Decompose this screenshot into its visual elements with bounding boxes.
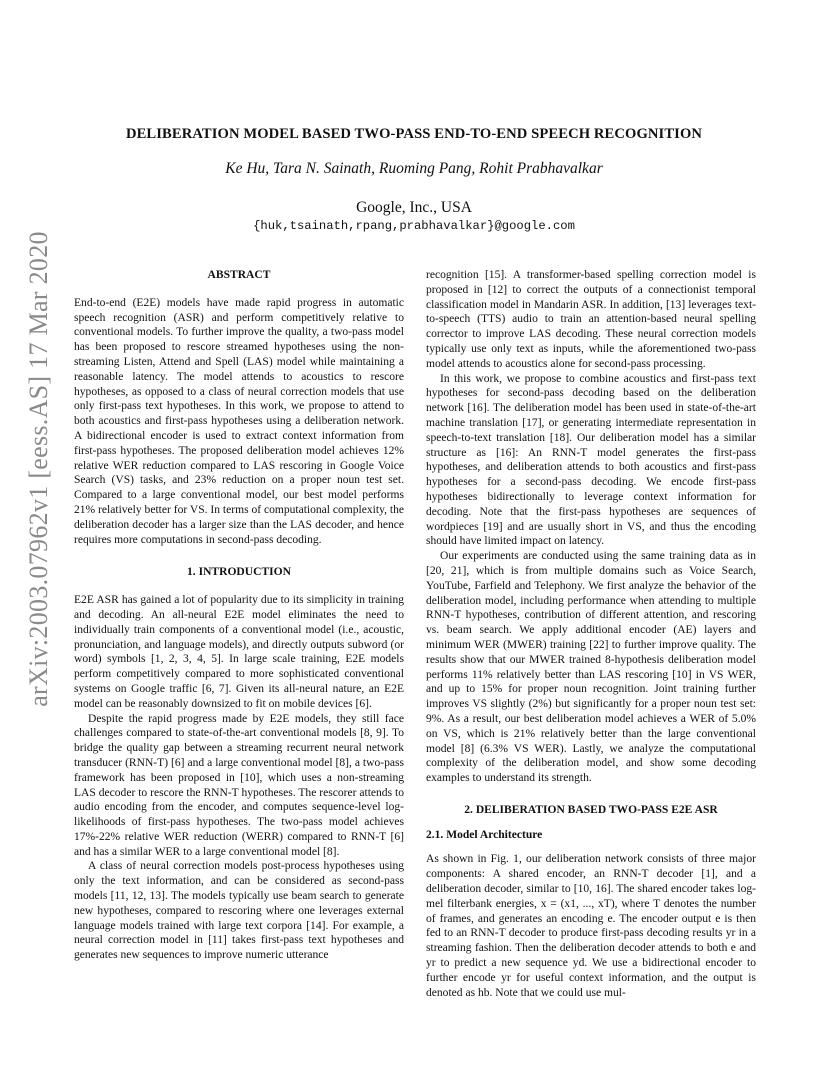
paper-authors: Ke Hu, Tara N. Sainath, Ruoming Pang, Rohit Prabhavalkar (225, 160, 603, 177)
paper-title: DELIBERATION MODEL BASED TWO-PASS END-TO-END SPEECH RECOGNITION (125, 126, 703, 142)
intro-paragraph-1: E2E ASR has gained a lot of popularity due to its simplicity in training and decoding. An all-neural E2E model eliminates the need to individually train components of a conventional model (i.e., acoustic, pronunciation, and language models), and directly outputs subword (or word) symbols [1, 2, 3, 4, 5]. In large scale training, E2E models perform competitively compared to more sophisticated conventional systems on Google traffic [6, 7]. Given its all-neural nature, an E2E model can be reasonably downsized to fit on mobile devices [6]. (74, 594, 404, 710)
intro-paragraph-4: recognition [15]. A transformer-based spelling correction model is proposed in [12] to correct the outputs of a connectionist temporal classification model in Mandarin ASR. In addition, [13] leverages text-to-speech (TTS) audio to train an attention-based neural spelling corrector to improve LAS decoding. These neural correction models typically use only text as inputs, while the aforementioned two-pass model attends to acoustics alone for second-pass processing. (426, 269, 756, 370)
arxiv-identifier: arXiv:2003.07962v1 [eess.AS] 17 Mar 2020 (24, 231, 54, 707)
intro-paragraph-2: Despite the rapid progress made by E2E models, they still face challenges compared to state-of-the-art conventional models [8, 9]. To bridge the quality gap between a streaming recurrent neural network transducer (RNN-T) [6] and a large conventional model [8], a two-pass framework has been proposed in [10], which uses a non-streaming LAS decoder to rescore the RNN-T hypotheses. The rescorer attends to audio encoding from the encoder, and computes sequence-level log-likelihoods of first-pass hypotheses. The two-pass model achieves 17%-22% relative WER reduction (WERR) compared to RNN-T [6] and has a similar WER to a large conventional model [8]. (74, 712, 404, 858)
left-column (74, 268, 404, 963)
section2-1-heading: 2.1. Model Architecture (426, 828, 543, 841)
intro-paragraph-5: In this work, we propose to combine acoustics and first-pass text hypotheses for second-pass decoding based on the deliberation network [16]. The deliberation model has been used in state-of-the-art machine translation [17], or generating intermediate representation in speech-to-text translation [18]. Our deliberation model has a similar structure as [16]: An RNN-T model generates the first-pass hypotheses, and deliberation attends to both acoustics and first-pass hypotheses for a second-pass decoding. We encode first-pass hypotheses bidirectionally to leverage context information for decoding. Note that the first-pass hypotheses are sequences of wordpieces [19] and are usually short in VS, and thus the encoding should have limited impact on latency. (426, 372, 756, 548)
section2-paragraph-1: As shown in Fig. 1, our deliberation network consists of three major components: A shared encoder, an RNN-T decoder [1], and a deliberation decoder, similar to [10, 16]. The shared encoder takes log-mel filterbank energies, x = (x1, ..., xT), where T denotes the number of frames, and generates an encoding e. The encoder output e is then fed to an RNN-T decoder to produce first-pass decoding results yr in a streaming fashion. Then the deliberation decoder attends to both e and yr to predict a new sequence yd. We use a bidirectional encoder to further encode yr for useful context information, and the output is denoted as hb. Note that we could use mul- (426, 853, 756, 999)
section2-heading: 2. DELIBERATION BASED TWO-PASS E2E ASR (464, 803, 718, 816)
abstract-text: End-to-end (E2E) models have made rapid progress in automatic speech recognition (ASR) and perform competitively relative to conventional models. To further improve the quality, a two-pass model has been proposed to rescore streamed hypotheses using the non-streaming Listen, Attend and Spell (LAS) model while maintaining a reasonable latency. The model attends to acoustics to rescore hypotheses, as opposed to a class of neural correction models that use only first-pass text hypotheses. In this work, we propose to attend to both acoustics and first-pass hypotheses using a deliberation network. A bidirectional encoder is used to extract context information from first-pass hypotheses. The proposed deliberation model achieves 12% relative WER reduction compared to LAS rescoring in Google Voice Search (VS) tasks, and 23% reduction on a proper noun test set. Compared to a large conventional model, our best model performs 21% relatively better for VS. In terms of computational complexity, the deliberation decoder has a larger size than the LAS decoder, and hence requires more computations in second-pass decoding. (74, 296, 404, 546)
author-emails: {huk,tsainath,rpang,prabhavalkar}@google.com (253, 219, 575, 233)
intro-paragraph-3: A class of neural correction models post-process hypotheses using only the text information, and can be considered as second-pass models [11, 12, 13]. The models typically use beam search to generate new hypotheses, compared to rescoring where one leverages external language models trained with large text corpora [14]. For example, a neural correction model in [11] takes first-pass text hypotheses and generates new sequences to improve numeric utterance (74, 860, 404, 962)
intro-heading: 1. INTRODUCTION (187, 566, 291, 579)
abstract-heading: ABSTRACT (207, 269, 271, 281)
author-affiliation: Google, Inc., USA (356, 199, 472, 216)
arxiv-side-stamp (23, 231, 55, 707)
right-column (426, 268, 756, 1000)
intro-paragraph-6: Our experiments are conducted using the same training data as in [20, 21], which is from multiple domains such as Voice Search, YouTube, Farfield and Telephony. We first analyze the behavior of the deliberation model, including performance when attending to multiple RNN-T hypotheses, contribution of different attention, and rescoring vs. beam search. We apply additional encoder (AE) layers and minimum WER (MWER) training [22] to further improve quality. The results show that our MWER trained 8-hypothesis deliberation model performs 11% relatively better than LAS rescoring [10] in VS WER, and up to 15% for proper noun recognition. Joint training further improves VS slightly (2%) but significantly for a proper noun test set: 9%. As a result, our best deliberation model achieves a WER of 5.0% on VS, which is 21% relatively better than the large conventional model [8] (6.3% VS WER). Lastly, we analyze the computational complexity of the deliberation model, and show some decoding examples to understand its strength. (426, 550, 756, 785)
